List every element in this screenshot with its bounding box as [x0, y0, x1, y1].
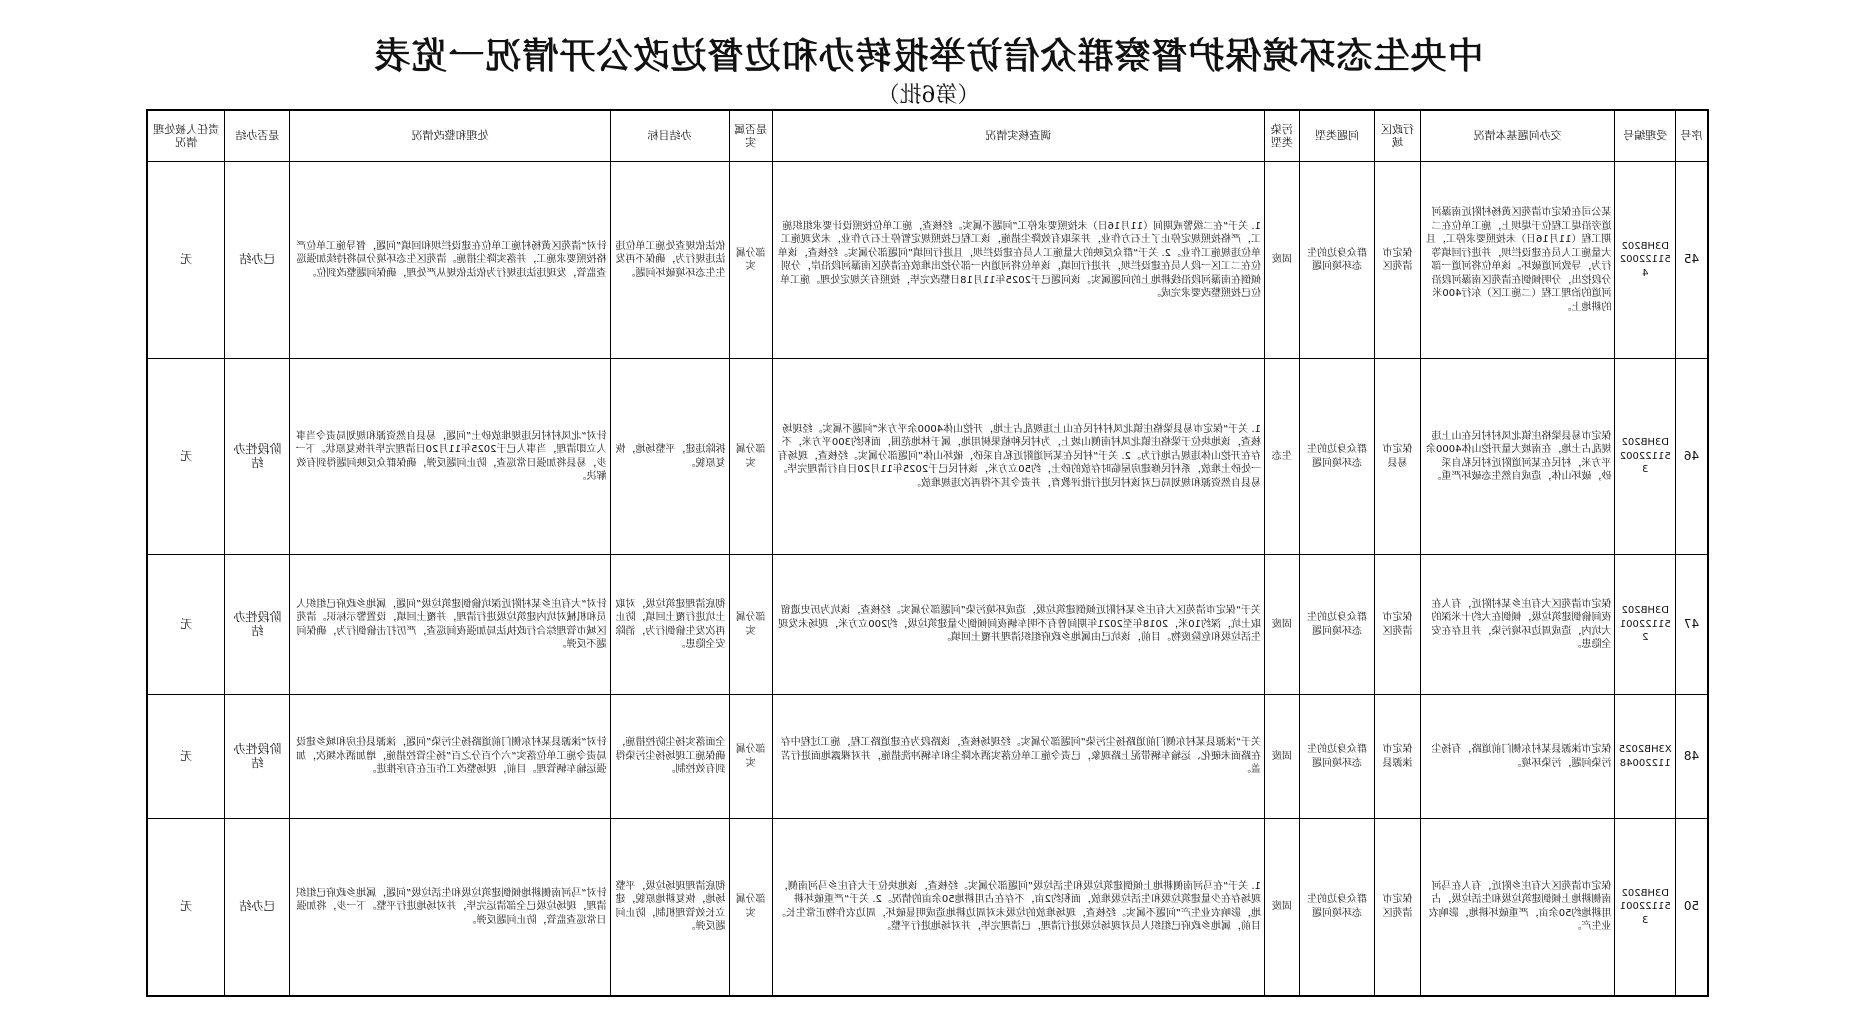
seq-cell: 46	[1676, 359, 1708, 555]
punish-cell: 无	[147, 819, 225, 996]
type-cell: 群众身边的生态环境问题	[1299, 162, 1375, 359]
id-cell: D3HB202511220012	[1615, 555, 1676, 695]
table-row	[147, 819, 1708, 996]
punish-cell: 无	[147, 162, 225, 359]
type-cell: 群众身边的生态环境问题	[1299, 555, 1375, 695]
done-cell: 阶段性办结	[225, 359, 290, 555]
goal-cell: 彻底清理现场垃圾，平整场地，恢复耕地原貌，建立长效管理机制，防止问题反弹。	[610, 819, 729, 996]
header-cell: 是否属实	[729, 110, 772, 162]
table-row	[147, 359, 1708, 555]
verified-cell: 部分属实	[729, 162, 772, 359]
header-cell: 责任人被处理情况	[147, 110, 225, 162]
area-cell: 保定市易县	[1375, 359, 1420, 555]
header-cell: 办结目标	[610, 110, 729, 162]
investigation-cell: 1. 关于“在马河南侧耕地上倾倒建筑垃圾和生活垃圾”问题部分属实。经核查，该地块位于大有庄乡马河南侧，现场存在少量建筑垃圾和生活垃圾堆放，面积约2亩，不存在占用耕地50余亩的情况。2. 关于“严重破坏耕地，影响农业生产”问题不属实。经核查，现场堆放的垃圾未对周边耕地造成明显破坏，周边农作物正常生长。目前，属地乡政府已组织人员对现场垃圾进行清理，已清理完毕，并对场地进行平整。	[772, 819, 1264, 996]
done-cell: 已办结	[225, 819, 290, 996]
seq-cell: 45	[1676, 162, 1708, 359]
goal-cell: 拆除违建，平整场地，恢复原貌。	[610, 359, 729, 555]
table-row	[147, 695, 1708, 819]
table-row	[147, 162, 1708, 359]
handling-cell: 针对“马河南侧耕地倾倒建筑垃圾和生活垃圾”问题，属地乡政府已组织清理，现场垃圾已全部清运完毕，并对场地进行平整。下一步，将加强日常巡查监管，防止问题反弹。	[290, 819, 610, 996]
id-cell: D3HB202511220023	[1615, 359, 1676, 555]
pollution-cell: 固废	[1265, 695, 1300, 819]
seq-cell: 48	[1676, 695, 1708, 819]
handling-cell: 针对“涞源县某村东侧门前道路扬尘污染”问题，涞源县住房和城乡建设局责令施工单位落实“六个百分之百”扬尘管控措施，增加洒水频次，加强运输车辆管理。目前，现场整改工作正在有序推进。	[290, 695, 610, 819]
header-cell: 调查核实情况	[772, 110, 1264, 162]
pollution-cell: 固废	[1265, 555, 1300, 695]
handling-cell: 针对“北凤村村民违规堆放砂土”问题，易县自然资源和规划局责令当事人立即清理，当事人已于2025年11月20日清理完毕并恢复原状。下一步，易县将加强日常巡查，防止问题反弹，确保群众反映问题得到有效解决。	[290, 359, 610, 555]
id-cell: D3HB202511220024	[1615, 162, 1676, 359]
area-cell: 保定市清苑区	[1375, 162, 1420, 359]
area-cell: 保定市清苑区	[1375, 555, 1420, 695]
seq-cell: 47	[1676, 555, 1708, 695]
complaint-table	[146, 109, 1709, 997]
issue-cell: 保定市清苑区大有庄乡附近，有人在马河南侧耕地上倾倒建筑垃圾和生活垃圾，占用耕地约50余亩，严重破坏耕地，影响农业生产。	[1420, 819, 1615, 996]
issue-cell: 某公司在保定市清苑区黄杨村附近南瀑河道旁沿堤工程位于堤坝上，施工单位在二期工程（11月16日）未按照要求停工，且大量施工人员在建设拦坝，并进行回填等行为，导致河道破坏。该单位将河道一部分段挖出，分明倾倒在清苑区南瀑河段沿河道的治理工程（二施工区）东行400米的耕地上。	[1420, 162, 1615, 359]
header-cell: 受理编号	[1615, 110, 1676, 162]
verified-cell: 部分属实	[729, 359, 772, 555]
pollution-cell: 固废	[1265, 819, 1300, 996]
area-cell: 保定市清苑区	[1375, 819, 1420, 996]
seq-cell: 50	[1676, 819, 1708, 996]
id-cell: D3HB202511220013	[1615, 819, 1676, 996]
header-cell: 行政区域	[1375, 110, 1420, 162]
header-cell: 污染类型	[1265, 110, 1300, 162]
pollution-cell: 生态	[1265, 359, 1300, 555]
type-cell: 群众身边的生态环境问题	[1299, 819, 1375, 996]
verified-cell: 部分属实	[729, 819, 772, 996]
pollution-cell: 固废	[1265, 162, 1300, 359]
table-header-row	[147, 110, 1708, 162]
id-cell: X3HB202511220048	[1615, 695, 1676, 819]
investigation-cell: 关于“保定市清苑区大有庄乡某村附近倾倒建筑垃圾，造成环境污染”问题部分属实。经核查，该坑为历史遗留取土坑，深约10米，2018年至2021年期间曾有不明车辆夜间倾倒少量建筑垃圾，约200立方米，现场未发现生活垃圾和危险废物。目前，该坑已由属地乡政府组织清理并覆土回填。	[772, 555, 1264, 695]
punish-cell: 无	[147, 359, 225, 555]
type-cell: 群众身边的生态环境问题	[1299, 695, 1375, 819]
area-cell: 保定市涞源县	[1375, 695, 1420, 819]
handling-cell: 针对“清苑区黄杨村施工单位在建设拦坝和回填”问题，督导施工单位严格按照要求施工，并落实降尘措施。清苑区生态环境分局将持续加强巡查监管，发现违法违规行为依法依规从严处理，确保问题整改到位。	[290, 162, 610, 359]
investigation-cell: 1. 关于“在二级警戒期间（11月16日）未按照要求停工”问题不属实。经核查，施工单位按照设计要求组织施工，严格按照规定停止了土石方作业，并采取有效降尘措施，该工程已按照规定暂停土石方作业，未发现施工单位违规施工作业。2. 关于“群众反映的大量施工人员在建设拦坝，且进行回填”问题部分属实。经核查，该单位在二工区一段人员在建设拦坝，并进行回填，该单位将河道内一部分挖出堆放在清苑区南瀑河段沿岸，分别倾倒在南瀑河段沿线耕地上的问题属实。该问题已于2025年11月18日整改完毕，按照有关规定处理。施工单位已按照整改要求完成。	[772, 162, 1264, 359]
punish-cell: 无	[147, 555, 225, 695]
done-cell: 阶段性办结	[225, 555, 290, 695]
page-subtitle: （第6批）	[877, 83, 980, 108]
issue-cell: 保定市易县梁格庄镇北凤村村民在山上违规乱占土地，在南坡大量开挖山体4000余平方米，村民在某河道附近村民私自采砂，破坏山体，造成自然生态破坏严重。	[1420, 359, 1615, 555]
type-cell: 群众身边的生态环境问题	[1299, 359, 1375, 555]
done-cell: 阶段性办结	[225, 695, 290, 819]
issue-cell: 保定市涞源县某村东侧门前道路，有扬尘污染问题，污染环境。	[1420, 695, 1615, 819]
done-cell: 已办结	[225, 162, 290, 359]
investigation-cell: 关于“涞源县某村东侧门前道路扬尘污染”问题部分属实。经现场核查，该路段为在建道路工程，施工过程中存在路面未硬化、运输车辆带泥上路现象，已责令施工单位落实洒水降尘和车辆冲洗措施，并对裸露地面进行苫盖。	[772, 695, 1264, 819]
page-title: 中央生态环境保护督察群众信访举报转办和边督边改公开情况一览表	[373, 35, 1484, 77]
header-cell: 是否办结	[225, 110, 290, 162]
header-cell: 处理和整改情况	[290, 110, 610, 162]
goal-cell: 全面落实扬尘防控措施，确保施工现场扬尘污染得到有效控制。	[610, 695, 729, 819]
header-cell: 序号	[1676, 110, 1708, 162]
handling-cell: 针对“大有庄乡某村附近深坑偷倒建筑垃圾”问题，属地乡政府已组织人员和机械对坑内建筑垃圾进行清理，并覆土回填，设置警示标识。清苑区城市管理综合行政执法局加强夜间巡查，严厉打击偷倒行为，确保问题不反弹。	[290, 555, 610, 695]
goal-cell: 彻底清理建筑垃圾，对取土坑进行覆土回填，防止再次发生偷倒行为，消除安全隐患。	[610, 555, 729, 695]
header-cell: 交办问题基本情况	[1420, 110, 1615, 162]
header-cell: 问题类型	[1299, 110, 1375, 162]
investigation-cell: 1. 关于“保定市易县梁格庄镇北凤村村民在山上违规乱占土地，开挖山体4000余平方米”问题不属实。经现场核查，该地块位于梁格庄镇北凤村南侧山坡上，为村民种植果树用地，属于林地范围，面积约300平方米，不存在开挖山体违规占地行为。2. 关于“村民在某河道附近私自采砂，破坏山体”问题部分属实。经核查，现场有一处砂土堆放，系村民修建房屋临时存放的砂土，约50立方米，该村民已于2025年11月20日自行清理完毕。易县自然资源和规划局已对该村民进行批评教育，并责令其不得再次违规堆放。	[772, 359, 1264, 555]
punish-cell: 无	[147, 695, 225, 819]
issue-cell: 保定市清苑区大有庄乡某村附近，有人在夜间偷倒建筑垃圾，倾倒在大约十米深的大坑内，造成周边环境污染，并且存在安全隐患。	[1420, 555, 1615, 695]
verified-cell: 部分属实	[729, 555, 772, 695]
goal-cell: 依法依规查处施工单位违法违规行为，确保不再发生生态环境破坏问题。	[610, 162, 729, 359]
table-row	[147, 555, 1708, 695]
verified-cell: 部分属实	[729, 695, 772, 819]
